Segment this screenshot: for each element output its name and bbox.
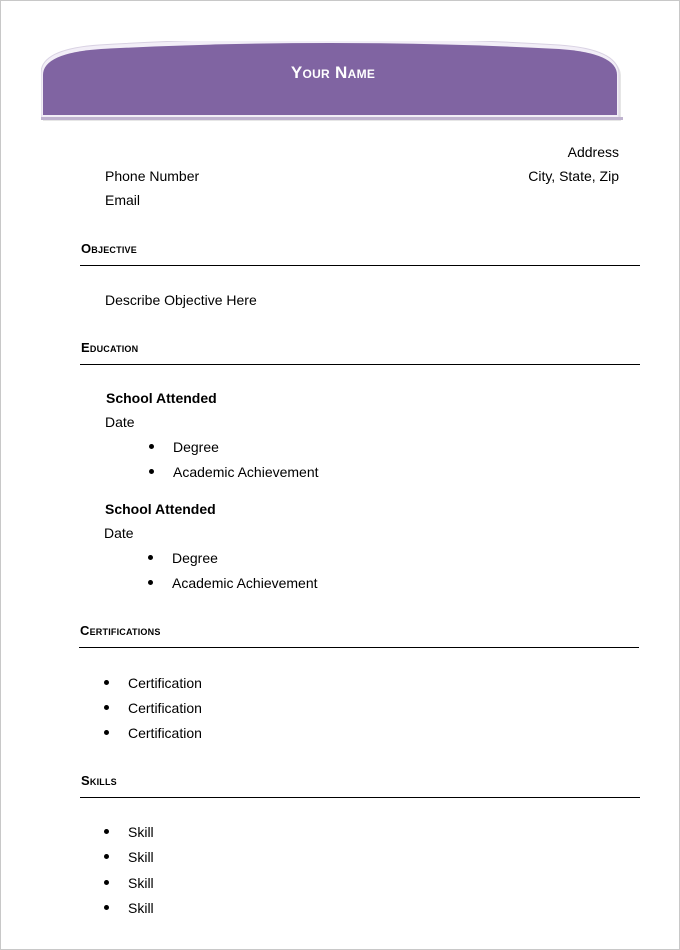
address: Address (567, 144, 619, 160)
education-divider (80, 364, 640, 365)
bullet-icon (104, 730, 109, 735)
skills-heading: Skills (81, 773, 117, 788)
objective-text: Describe Objective Here (105, 292, 257, 308)
education-item: Degree (173, 439, 219, 455)
bullet-icon (104, 880, 109, 885)
skill-item: Skill (128, 875, 154, 891)
bullet-icon (104, 905, 109, 910)
bullet-icon (149, 469, 154, 474)
school-date: Date (105, 414, 135, 430)
phone-number: Phone Number (105, 168, 200, 184)
certifications-heading: Certifications (80, 623, 161, 638)
bullet-icon (148, 555, 153, 560)
skill-item: Skill (128, 824, 154, 840)
bullet-icon (104, 854, 109, 859)
education-item: Academic Achievement (172, 575, 318, 591)
school-name: School Attended (106, 390, 217, 406)
bullet-icon (104, 829, 109, 834)
certification-item: Certification (128, 725, 202, 741)
bullet-icon (149, 444, 154, 449)
certification-item: Certification (128, 700, 202, 716)
resume-name: Your Name (290, 63, 376, 82)
skill-item: Skill (128, 900, 154, 916)
skill-item: Skill (128, 849, 154, 865)
school-date: Date (104, 525, 134, 541)
certification-item: Certification (128, 675, 202, 691)
school-name: School Attended (105, 501, 216, 517)
objective-divider (80, 265, 640, 266)
education-heading: Education (81, 340, 139, 355)
objective-heading: Objective (81, 241, 137, 256)
certifications-divider (79, 647, 639, 648)
email: Email (105, 192, 141, 208)
bullet-icon (104, 680, 109, 685)
skills-divider (80, 797, 640, 798)
education-item: Degree (172, 550, 218, 566)
bullet-icon (104, 705, 109, 710)
education-item: Academic Achievement (173, 464, 319, 480)
bullet-icon (148, 580, 153, 585)
header-banner (41, 41, 625, 123)
city-state-zip: City, State, Zip (528, 168, 619, 184)
